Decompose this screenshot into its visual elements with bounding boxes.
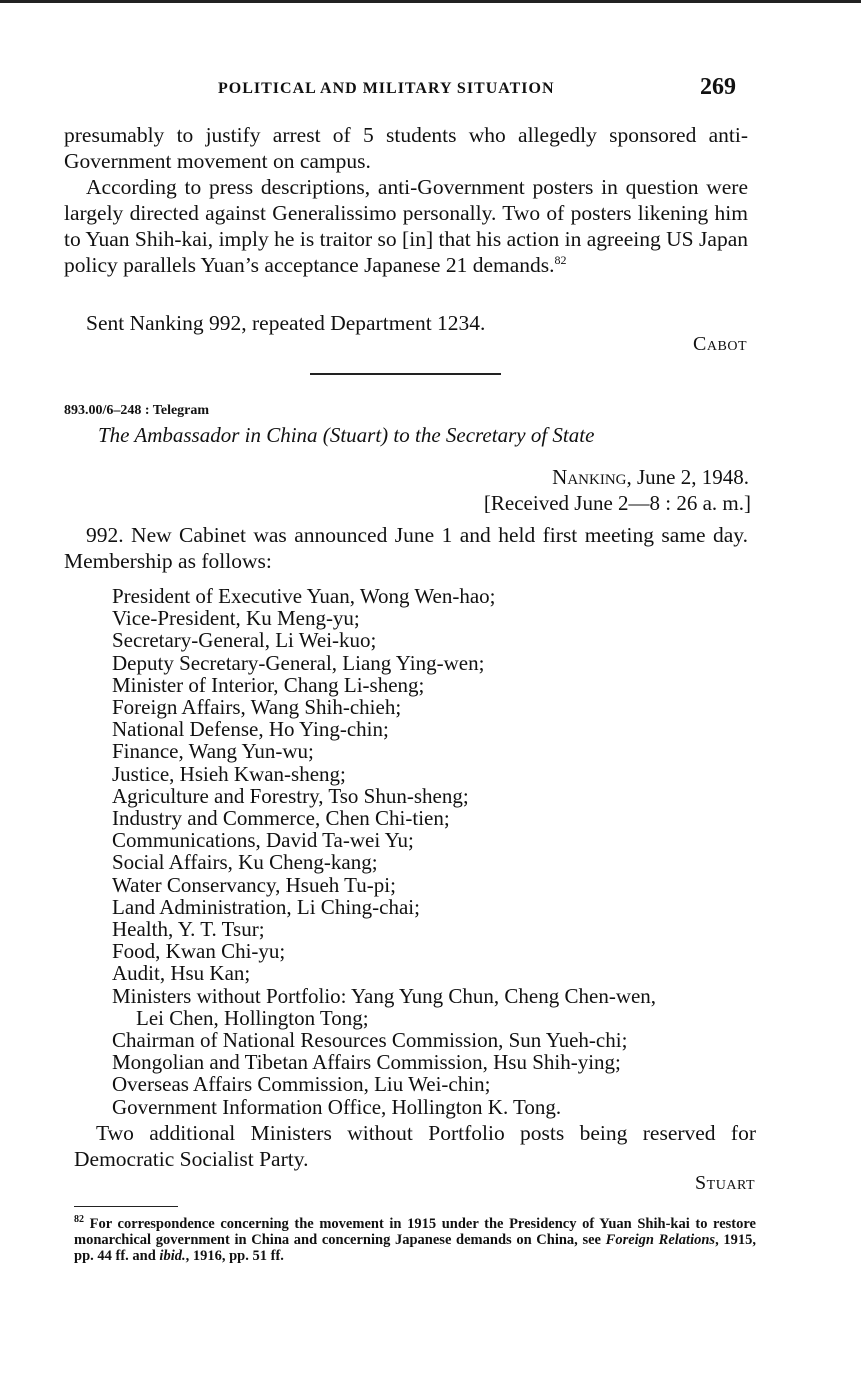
footnote-text-1: For correspondence concerning the movement in 1915 under the Presidency of Yuan Shih-kai to restore monarchical government in China and concerning Japanese demands on China, see	[74, 1215, 756, 1248]
file-reference: 893.00/6–248 : Telegram	[64, 403, 210, 418]
list-item: Overseas Affairs Commission, Liu Wei-chin;	[112, 1072, 491, 1097]
section-divider	[310, 373, 501, 375]
list-item: Industry and Commerce, Chen Chi-tien;	[112, 806, 450, 831]
page-number: 269	[700, 74, 736, 100]
list-item: Water Conservancy, Hsueh Tu-pi;	[112, 872, 396, 897]
document-heading	[98, 423, 758, 448]
paragraph-additional-ministers: Two additional Ministers without Portfolio posts being reserved for Democratic Socialist Party.	[74, 1121, 756, 1171]
list-item: Justice, Hsieh Kwan-sheng;	[112, 761, 346, 786]
cabinet-member-list	[112, 585, 772, 1118]
list-item: Agriculture and Forestry, Tso Shun-sheng;	[112, 783, 469, 808]
list-item: Vice-President, Ku Meng-yu;	[112, 606, 360, 631]
paragraph-text: According to press descriptions, anti-Government posters in question were largely directed against Generalissimo personally. Two of posters likening him to Yuan Shih-kai, imply he is traitor so [in] that his action in agreeing US Japan policy parallels Yuan’s acceptance Japanese 21 demands.	[64, 175, 748, 277]
list-item: Chairman of National Resources Commission, Sun Yueh-chi;	[112, 1028, 628, 1053]
paragraph-sent-nanking: Sent Nanking 992, repeated Department 1234.	[86, 311, 486, 335]
footnote-text-3: , 1916, pp. 51 ff.	[185, 1247, 284, 1264]
dateline-place: Nanking	[552, 465, 627, 489]
signature-cabot: Cabot	[693, 333, 747, 355]
running-head: POLITICAL AND MILITARY SITUATION	[218, 80, 555, 97]
received-timestamp: [Received June 2—8 : 26 a. m.]	[483, 491, 751, 515]
paragraph-press-descriptions	[64, 174, 748, 278]
footnote-italic-1: Foreign Relations	[605, 1231, 716, 1248]
heading-part-1: The Ambassador in China (	[98, 423, 330, 447]
paragraph-continuation: presumably to justify arrest of 5 students who allegedly sponsored anti-Government movement on campus.	[64, 123, 748, 173]
heading-part-2: ) to the Secretary of State	[381, 423, 595, 447]
list-item: National Defense, Ho Ying-chin;	[112, 717, 389, 742]
list-item: Government Information Office, Hollington K. Tong.	[112, 1094, 562, 1119]
signature-stuart: Stuart	[695, 1172, 755, 1194]
dateline-date: , June 2, 1948.	[626, 465, 749, 489]
portfolio-line-2: Lei Chen, Hollington Tong;	[136, 1005, 369, 1030]
heading-name: Stuart	[329, 423, 382, 447]
footnote-italic-2: ibid.	[159, 1247, 186, 1264]
list-item: Land Administration, Li Ching-chai;	[112, 894, 420, 919]
page-top-border	[0, 0, 861, 3]
list-item: Communications, David Ta-wei Yu;	[112, 828, 414, 853]
list-item: President of Executive Yuan, Wong Wen-hao;	[112, 584, 496, 608]
list-item: Food, Kwan Chi-yu;	[112, 939, 286, 964]
footnote-divider	[74, 1206, 178, 1207]
list-item: Health, Y. T. Tsur;	[112, 917, 265, 942]
list-item: Mongolian and Tibetan Affairs Commission, Hsu Shih-ying;	[112, 1050, 621, 1075]
footnote-mark: 82	[74, 1214, 84, 1225]
list-item: Finance, Wang Yun-wu;	[112, 739, 314, 764]
dateline	[552, 465, 749, 490]
list-item: Social Affairs, Ku Cheng-kang;	[112, 850, 378, 875]
list-item: Minister of Interior, Chang Li-sheng;	[112, 672, 425, 697]
list-item: Audit, Hsu Kan;	[112, 961, 251, 986]
list-item: Deputy Secretary-General, Liang Ying-wen;	[112, 650, 485, 675]
paragraph-new-cabinet: 992. New Cabinet was announced June 1 and held first meeting same day. Membership as follows:	[64, 523, 748, 573]
footnote	[74, 1212, 756, 1264]
list-item: Secretary-General, Li Wei-kuo;	[112, 628, 377, 653]
footnote-reference: 82	[554, 252, 567, 267]
list-item: Foreign Affairs, Wang Shih-chieh;	[112, 695, 402, 720]
footnote-text-2: , 1915, pp. 44 ff. and	[74, 1231, 756, 1264]
list-item-portfolio	[112, 985, 772, 1029]
portfolio-line-1: Ministers without Portfolio: Yang Yung Chun, Cheng Chen-wen,	[112, 983, 657, 1008]
